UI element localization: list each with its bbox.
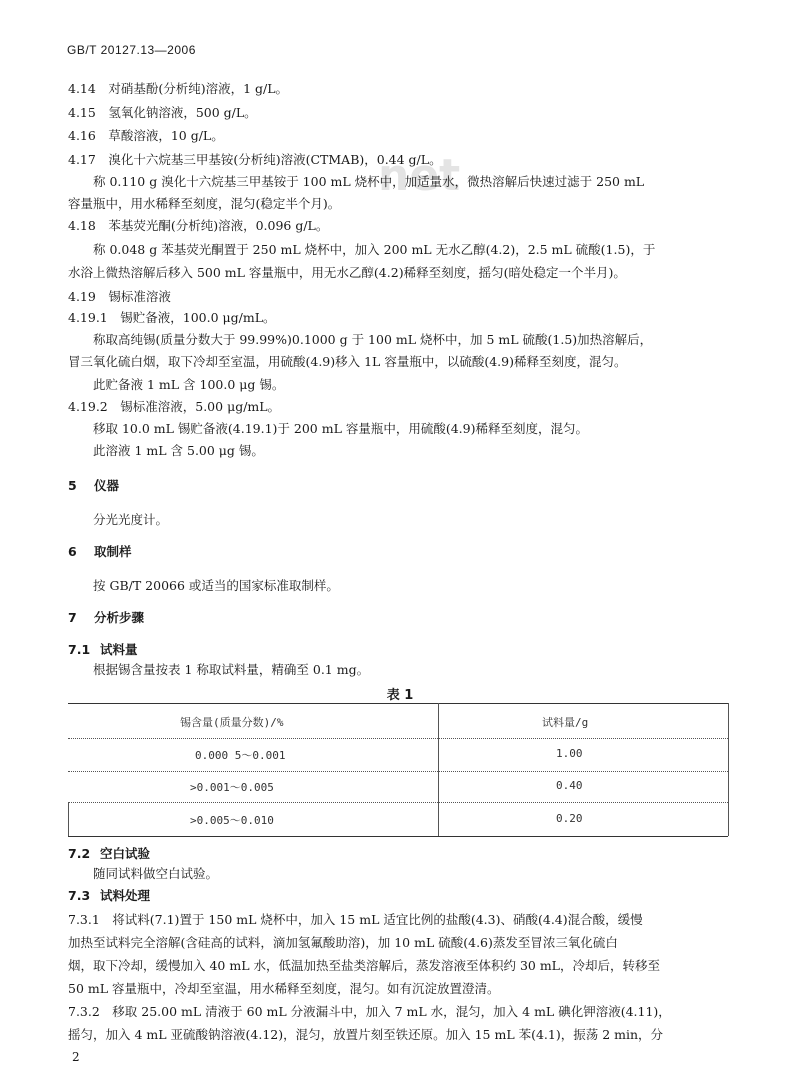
paragraph-line: 此贮备液 1 mL 含 100.0 μg 锡。 bbox=[93, 377, 285, 392]
section-7-2-body: 随同试料做空白试验。 bbox=[93, 866, 219, 881]
section-7-2-heading: 7.2 空白试验 bbox=[68, 846, 151, 861]
table-row-rule bbox=[68, 802, 728, 803]
table-bottom-rule bbox=[68, 836, 728, 837]
table-header-rule bbox=[68, 738, 728, 739]
section-6-heading: 6 取制样 bbox=[68, 544, 132, 559]
table-left-edge bbox=[68, 802, 69, 836]
paragraph-line: 水浴上微热溶解后移入 500 mL 容量瓶中，用无水乙醇(4.2)稀释至刻度，摇匀(暗处稳定一个半月)。 bbox=[68, 265, 626, 280]
paragraph-line: 容量瓶中，用水稀释至刻度，混匀(稳定半个月)。 bbox=[68, 196, 341, 211]
table-right-edge bbox=[728, 703, 729, 836]
table-cell-mass: 1.00 bbox=[556, 747, 583, 760]
item-4-19-2: 4.19.2 锡标准溶液，5.00 μg/mL。 bbox=[68, 399, 281, 414]
paragraph-line: 移取 10.0 mL 锡贮备液(4.19.1)于 200 mL 容量瓶中，用硫酸(4.9)稀释至刻度，混匀。 bbox=[93, 421, 588, 436]
paragraph-line: 摇匀，加入 4 mL 亚硫酸钠溶液(4.12)，混匀，放置片刻至铁还原。加入 15 mL 苯(4.1)，振荡 2 min，分 bbox=[68, 1027, 664, 1042]
section-5-body: 分光光度计。 bbox=[93, 512, 169, 527]
paragraph-line: 称取高纯锡(质量分数大于 99.99%)0.1000 g 于 100 mL 烧杯中，加 5 mL 硫酸(1.5)加热溶解后， bbox=[93, 332, 653, 347]
table-cell-range: >0.005～0.010 bbox=[190, 814, 274, 827]
table-header-col2: 试料量/g bbox=[542, 716, 589, 729]
item-4-14: 4.14 对硝基酚(分析纯)溶液，1 g/L。 bbox=[68, 81, 289, 96]
table-row-rule bbox=[68, 771, 728, 772]
section-7-3-heading: 7.3 试料处理 bbox=[68, 888, 151, 903]
paragraph-line: 此溶液 1 mL 含 5.00 μg 锡。 bbox=[93, 443, 264, 458]
item-4-18: 4.18 苯基荧光酮(分析纯)溶液，0.096 g/L。 bbox=[68, 218, 329, 233]
paragraph-line: 称 0.048 g 苯基荧光酮置于 250 mL 烧杯中，加入 200 mL 无水乙醇(4.2)，2.5 mL 硫酸(1.5)，于 bbox=[93, 242, 656, 257]
item-4-19-1: 4.19.1 锡贮备液，100.0 μg/mL。 bbox=[68, 310, 276, 325]
paragraph-line: 烟，取下冷却，缓慢加入 40 mL 水，低温加热至盐类溶解后，蒸发溶液至体积约 30 mL，冷却后，转移至 bbox=[68, 958, 660, 973]
section-6-body: 按 GB/T 20066 或适当的国家标准取制样。 bbox=[93, 578, 339, 593]
table-top-rule bbox=[68, 703, 728, 704]
paragraph-line: 7.3.1 将试料(7.1)置于 150 mL 烧杯中，加入 15 mL 适宜比例的盐酸(4.3)、硝酸(4.4)混合酸，缓慢 bbox=[68, 912, 643, 927]
item-4-19: 4.19 锡标准溶液 bbox=[68, 289, 171, 304]
section-7-1-body: 根据锡含量按表 1 称取试料量，精确至 0.1 mg。 bbox=[93, 662, 370, 677]
table-header-col1: 锡含量(质量分数)/% bbox=[180, 716, 284, 729]
paragraph-line: 加热至试料完全溶解(含硅高的试料，滴加氢氟酸助溶)，加 10 mL 硫酸(4.6)蒸发至冒浓三氧化硫白 bbox=[68, 935, 618, 950]
table-cell-mass: 0.20 bbox=[556, 812, 583, 825]
paragraph-line: 7.3.2 移取 25.00 mL 清液于 60 mL 分液漏斗中，加入 7 mL 水，混匀，加入 4 mL 碘化钾溶液(4.11)， bbox=[68, 1004, 671, 1019]
table-cell-range: >0.001～0.005 bbox=[190, 781, 274, 794]
section-7-1-heading: 7.1 试料量 bbox=[68, 642, 138, 657]
item-4-15: 4.15 氢氧化钠溶液，500 g/L。 bbox=[68, 105, 257, 120]
section-5-heading: 5 仪器 bbox=[68, 478, 120, 493]
section-7-heading: 7 分析步骤 bbox=[68, 610, 145, 625]
table-column-divider bbox=[438, 703, 439, 836]
table-cell-mass: 0.40 bbox=[556, 779, 583, 792]
standard-header: GB/T 20127.13—2006 bbox=[67, 43, 196, 57]
item-4-16: 4.16 草酸溶液，10 g/L。 bbox=[68, 128, 224, 143]
item-4-17: 4.17 溴化十六烷基三甲基铵(分析纯)溶液(CTMAB)，0.44 g/L。 bbox=[68, 152, 442, 167]
paragraph-line: 50 mL 容量瓶中，冷却至室温，用水稀释至刻度，混匀。如有沉淀放置澄清。 bbox=[68, 981, 500, 996]
table-caption: 表 1 bbox=[386, 688, 414, 703]
paragraph-line: 冒三氧化硫白烟，取下冷却至室温，用硫酸(4.9)移入 1L 容量瓶中，以硫酸(4.9)稀释至刻度，混匀。 bbox=[68, 354, 627, 369]
paragraph-line: 称 0.110 g 溴化十六烷基三甲基铵于 100 mL 烧杯中，加适量水，微热溶解后快速过滤于 250 mL bbox=[93, 174, 645, 189]
page-number: 2 bbox=[72, 1050, 80, 1064]
watermark: net bbox=[378, 150, 461, 201]
table-cell-range: 0.000 5～0.001 bbox=[195, 749, 286, 762]
